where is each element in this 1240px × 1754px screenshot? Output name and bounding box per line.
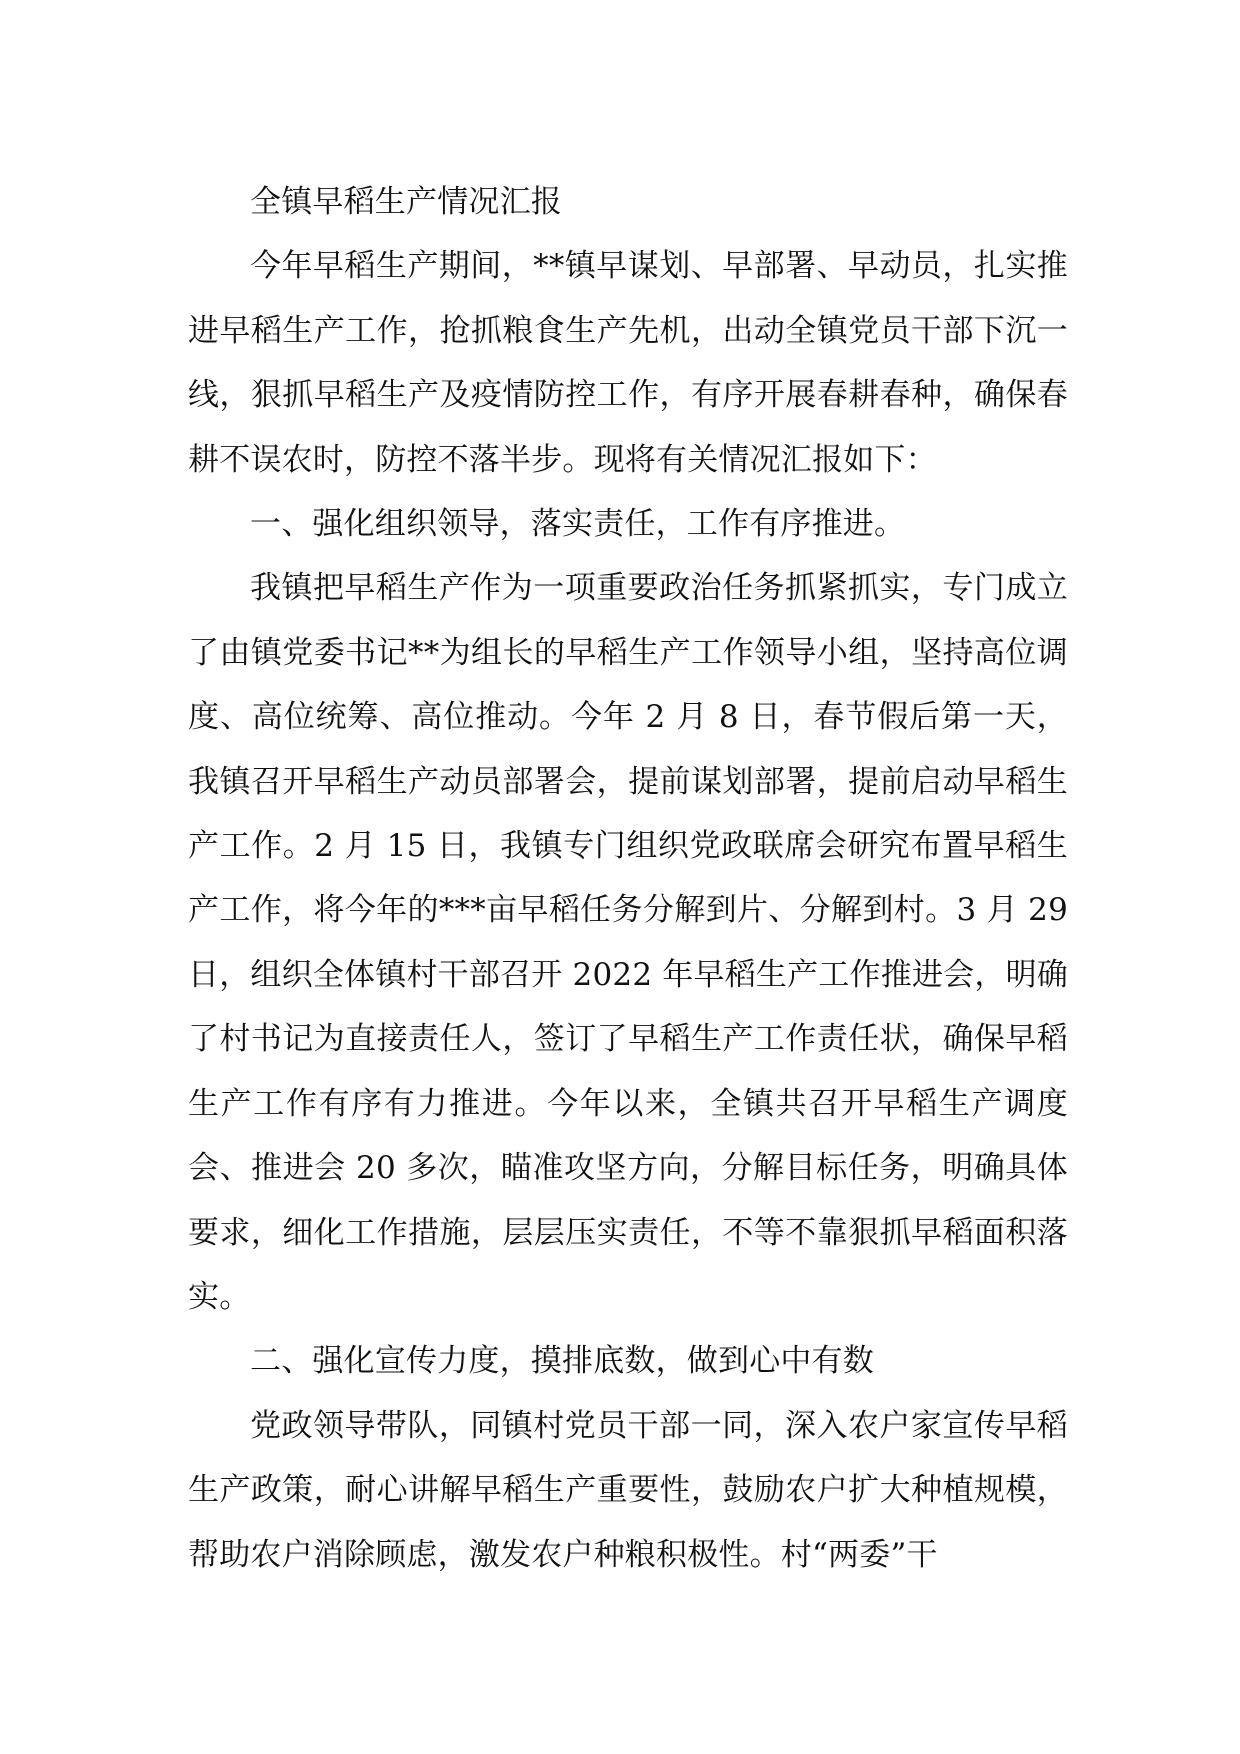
paragraph-intro: 今年早稻生产期间，**镇早谋划、早部署、早动员，扎实推进早稻生产工作，抢抓粮食生产先机，出动全镇党员干部下沉一线，狠抓早稻生产及疫情防控工作，有序开展春耕春种，确保春耕不误农时，防控不落半步。现将有关情况汇报如下： — [188, 248, 1068, 478]
section-heading-2: 二、强化宣传力度，摸排底数，做到心中有数 — [250, 1343, 874, 1380]
section-heading-1: 一、强化组织领导，落实责任，工作有序推进。 — [250, 506, 906, 543]
document-body — [188, 170, 1068, 1587]
paragraph-section-2: 党政领导带队，同镇村党员干部一同，深入农户家宣传早稻生产政策，耐心讲解早稻生产重要性，鼓励农户扩大种植规模，帮助农户消除顾虑，激发农户种粮积极性。村“两委”干 — [188, 1407, 1068, 1573]
paragraph-section-1: 我镇把早稻生产作为一项重要政治任务抓紧抓实，专门成立了由镇党委书记**为组长的早稻生产工作领导小组，坚持高位调度、高位统筹、高位推动。今年 2 月 8 日，春节假后第一天，我镇召开早稻生产动员部署会，提前谋划部署，提前启动早稻生产工作。2 月 15 日，我镇专门组织党政联席会研究布置早稻生产工作，将今年的***亩早稻任务分解到片、分解到村。3 月 29 日，组织全体镇村干部召开 2022 年早稻生产工作推进会，明确了村书记为直接责任人，签订了早稻生产工作责任状，确保早稻生产工作有序有力推进。今年以来，全镇共召开早稻生产调度会、推进会 20 多次，瞄准攻坚方向，分解目标任务，明确具体要求，细化工作措施，层层压实责任，不等不靠狠抓早稻面积落实。 — [188, 570, 1068, 1315]
document-title: 全镇早稻生产情况汇报 — [250, 184, 562, 220]
